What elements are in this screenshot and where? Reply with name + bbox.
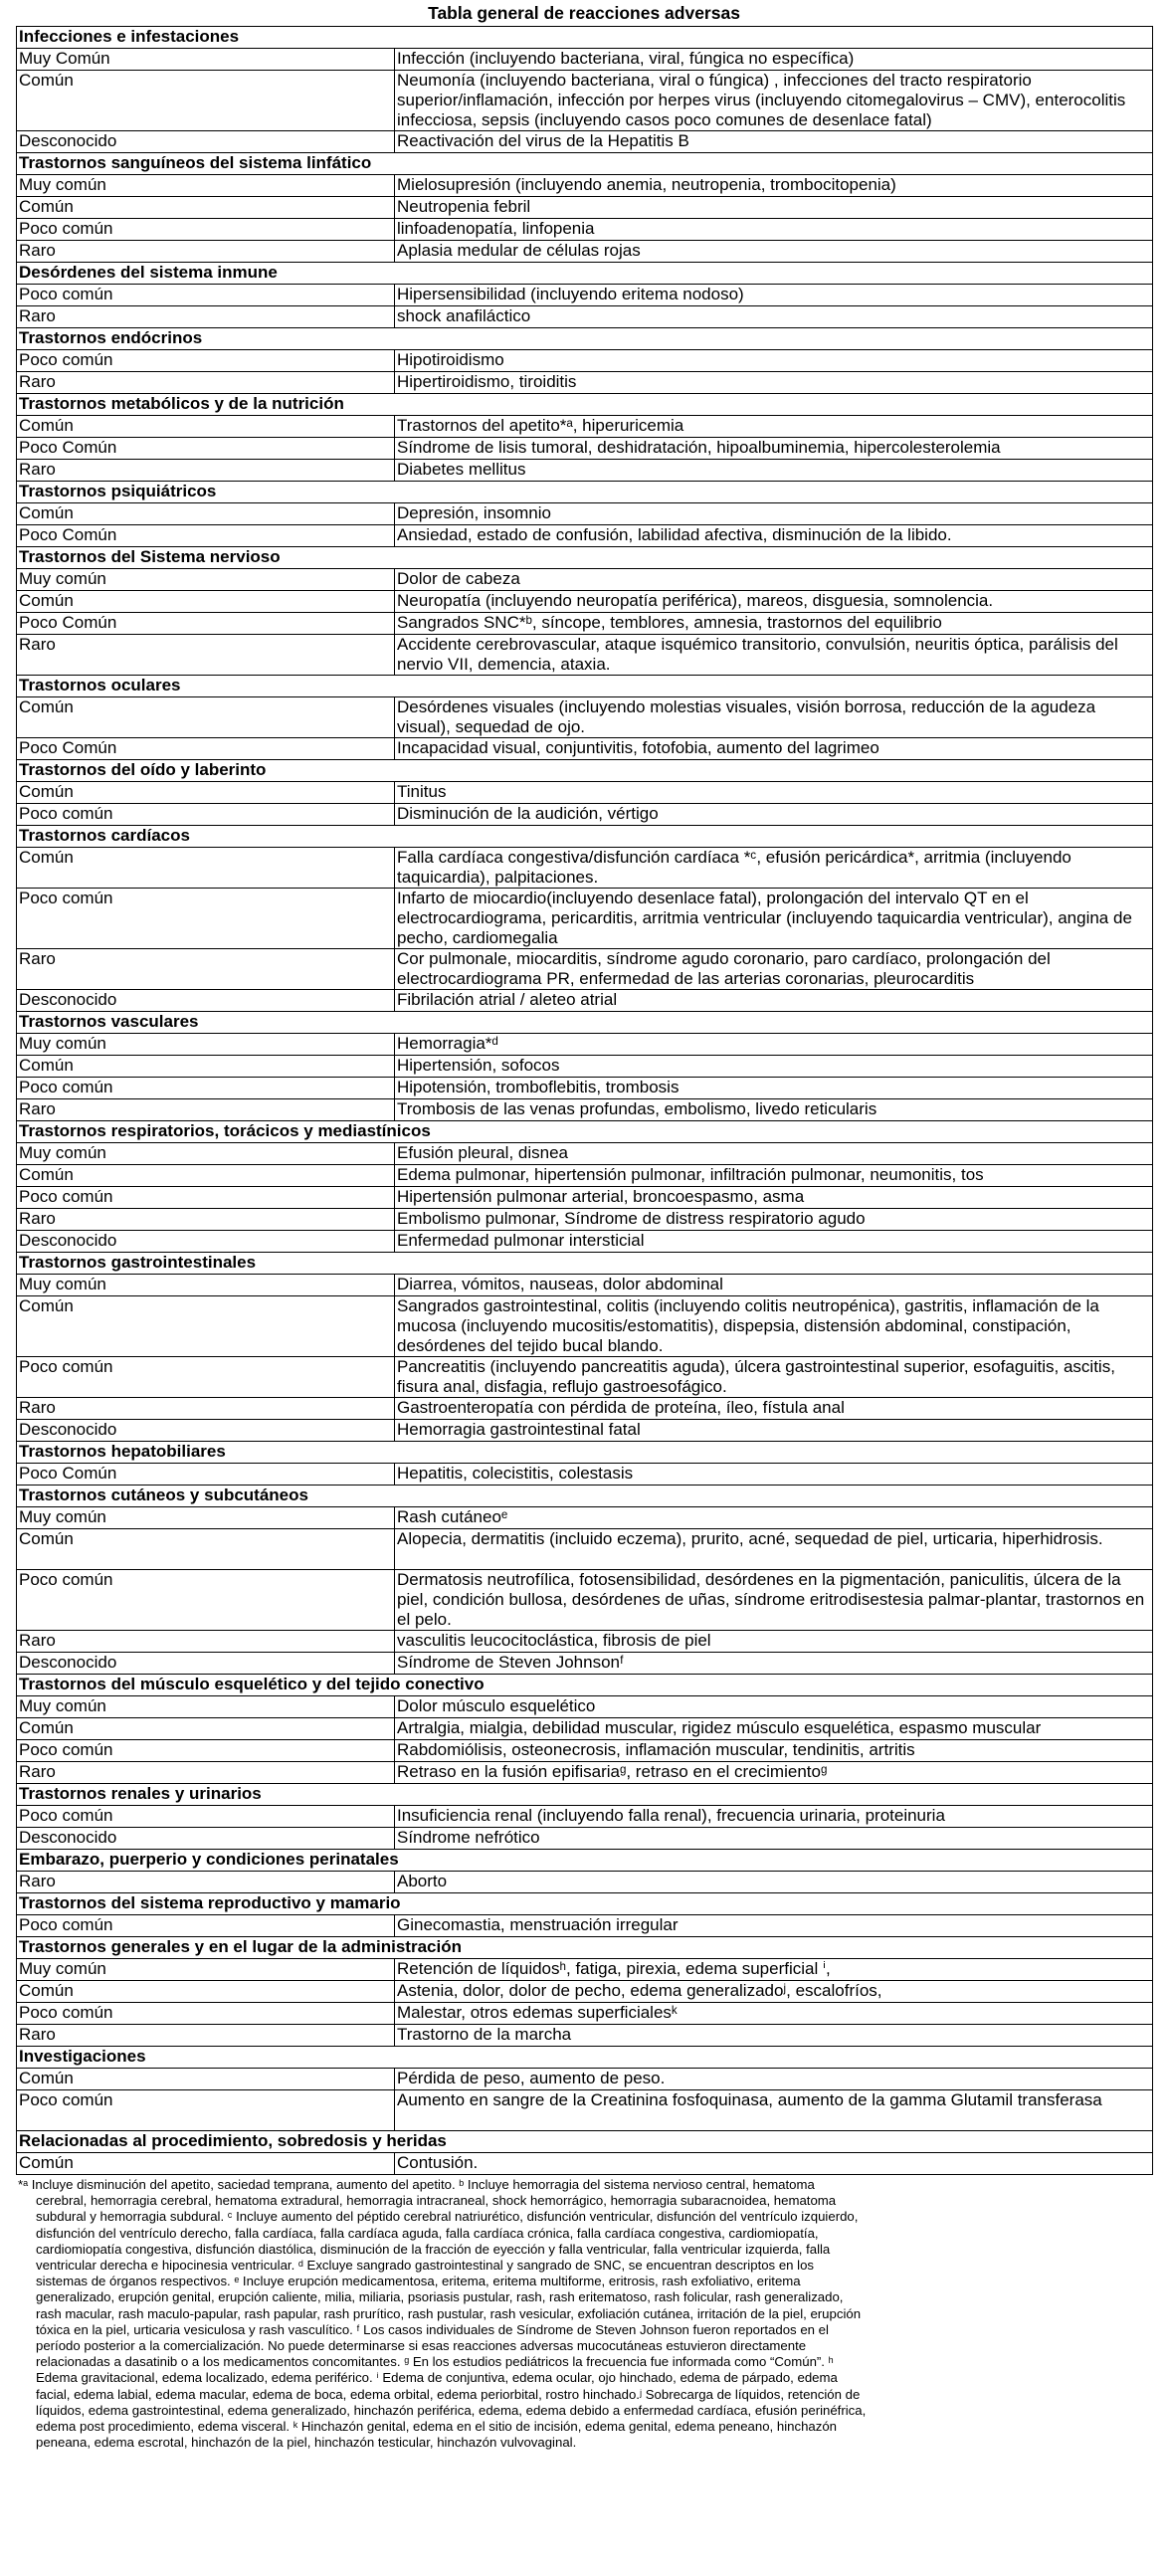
frequency-cell: Poco común [17, 1187, 395, 1209]
table-row [17, 1056, 1153, 1078]
section-header-row [17, 394, 1153, 416]
reaction-cell: Artralgia, mialgia, debilidad muscular, rigidez músculo esquelética, espasmo muscular [395, 1718, 1153, 1740]
frequency-cell: Muy común [17, 1507, 395, 1529]
table-row [17, 1570, 1153, 1631]
table-row [17, 569, 1153, 591]
table-row [17, 1231, 1153, 1253]
reaction-cell: Hipertensión pulmonar arterial, broncoespasmo, asma [395, 1187, 1153, 1209]
reaction-cell: Diarrea, vómitos, nauseas, dolor abdominal [395, 1275, 1153, 1296]
reaction-cell: Hipertensión, sofocos [395, 1056, 1153, 1078]
table-row [17, 635, 1153, 676]
frequency-cell: Raro [17, 241, 395, 263]
frequency-cell: Poco común [17, 2090, 395, 2131]
reaction-cell: Edema pulmonar, hipertensión pulmonar, infiltración pulmonar, neumonitis, tos [395, 1165, 1153, 1187]
section-title: Trastornos gastrointestinales [17, 1253, 1153, 1275]
section-title: Trastornos respiratorios, torácicos y mediastínicos [17, 1121, 1153, 1143]
table-row [17, 1165, 1153, 1187]
frequency-cell: Poco Común [17, 525, 395, 547]
frequency-cell: Poco común [17, 889, 395, 949]
reaction-cell: Hemorragia gastrointestinal fatal [395, 1420, 1153, 1442]
reaction-cell: Trastornos del apetito*ᵃ, hiperuricemia [395, 416, 1153, 438]
section-header-row [17, 2131, 1153, 2153]
table-row [17, 1529, 1153, 1570]
reaction-cell: Alopecia, dermatitis (incluido eczema), prurito, acné, sequedad de piel, urticaria, hiperhidrosis. [395, 1529, 1153, 1570]
reaction-cell: Embolismo pulmonar, Síndrome de distress respiratorio agudo [395, 1209, 1153, 1231]
table-row [17, 131, 1153, 153]
table-row [17, 1653, 1153, 1675]
footnote-line: cardiomiopatía congestiva, disfunción diastólica, disminución de la fracción de eyección y falla ventricular, falla ventricular izquierda, falla [36, 2241, 831, 2257]
frequency-cell: Desconocido [17, 1231, 395, 1253]
reaction-cell: Aplasia medular de células rojas [395, 241, 1153, 263]
reaction-cell: Retraso en la fusión epifisariaᵍ, retraso en el crecimientoᵍ [395, 1762, 1153, 1784]
frequency-cell: Poco Común [17, 613, 395, 635]
frequency-cell: Poco Común [17, 1464, 395, 1486]
table-row [17, 1034, 1153, 1056]
document [16, 0, 1152, 2451]
footnote-line: *ᵃ Incluye disminución del apetito, saciedad temprana, aumento del apetito. ᵇ Incluye hemorragia del sistema nervioso central, hematoma [18, 2177, 815, 2192]
frequency-cell: Raro [17, 460, 395, 482]
frequency-cell: Raro [17, 949, 395, 990]
section-title: Trastornos generales y en el lugar de la administración [17, 1937, 1153, 1959]
table-row [17, 1915, 1153, 1937]
table-row [17, 71, 1153, 131]
frequency-cell: Raro [17, 1762, 395, 1784]
reaction-cell: Aumento en sangre de la Creatinina fosfoquinasa, aumento de la gamma Glutamil transferasa [395, 2090, 1153, 2131]
table-row [17, 1806, 1153, 1828]
reaction-cell: Contusión. [395, 2153, 1153, 2175]
reaction-cell: Reactivación del virus de la Hepatitis B [395, 131, 1153, 153]
table-row [17, 1209, 1153, 1231]
frequency-cell: Común [17, 503, 395, 525]
table-row [17, 1357, 1153, 1398]
table-row [17, 2003, 1153, 2025]
table-row [17, 219, 1153, 241]
table-row [17, 2025, 1153, 2047]
section-header-row [17, 1442, 1153, 1464]
table-row [17, 175, 1153, 197]
table-row [17, 1872, 1153, 1893]
frequency-cell: Raro [17, 306, 395, 328]
section-title: Trastornos vasculares [17, 1012, 1153, 1034]
table-row [17, 1762, 1153, 1784]
reaction-cell: Dolor músculo esquelético [395, 1696, 1153, 1718]
section-header-row [17, 1012, 1153, 1034]
frequency-cell: Muy común [17, 569, 395, 591]
reaction-cell: Efusión pleural, disnea [395, 1143, 1153, 1165]
table-title: Tabla general de reacciones adversas [428, 3, 740, 23]
table-row [17, 591, 1153, 613]
frequency-cell: Muy común [17, 1696, 395, 1718]
table-row [17, 503, 1153, 525]
footnote-line: edema post procedimiento, edema visceral. ᵏ Hinchazón genital, edema en el sitio de incisión, edema genital, edema peneano, hinchazón [36, 2419, 838, 2435]
section-header-row [17, 1937, 1153, 1959]
section-title: Trastornos del músculo esquelético y del tejido conectivo [17, 1675, 1153, 1696]
table-row [17, 613, 1153, 635]
frequency-cell: Muy común [17, 1275, 395, 1296]
reaction-cell: Aborto [395, 1872, 1153, 1893]
frequency-cell: Común [17, 1981, 395, 2003]
frequency-cell: Común [17, 591, 395, 613]
frequency-cell: Raro [17, 1099, 395, 1121]
section-header-row [17, 1784, 1153, 1806]
section-title: Trastornos psiquiátricos [17, 482, 1153, 503]
table-row [17, 2153, 1153, 2175]
table-row [17, 1959, 1153, 1981]
table-row [17, 1099, 1153, 1121]
section-header-row [17, 826, 1153, 848]
footnote-line: ventricular derecha e hipocinesia ventricular. ᵈ Excluye sangrado gastrointestinal y sangrado de SNC, se encuentran descriptos en los [36, 2258, 815, 2274]
table-row [17, 1420, 1153, 1442]
frequency-cell: Común [17, 1718, 395, 1740]
section-header-row [17, 1850, 1153, 1872]
section-header-row [17, 27, 1153, 49]
footnote-line: rash macular, rash maculo-papular, rash papular, rash prurítico, rash pustular, rash vesicular, exfoliación cutánea, irritación de la piel, erupción [36, 2305, 862, 2321]
reaction-cell: Enfermedad pulmonar intersticial [395, 1231, 1153, 1253]
section-title: Relacionadas al procedimiento, sobredosis y heridas [17, 2131, 1153, 2153]
table-row [17, 738, 1153, 760]
frequency-cell: Común [17, 1165, 395, 1187]
section-header-row [17, 328, 1153, 350]
frequency-cell: Poco común [17, 285, 395, 306]
adverse-reactions-table [16, 26, 1153, 2175]
table-row [17, 1275, 1153, 1296]
frequency-cell: Raro [17, 1209, 395, 1231]
reaction-cell: Desórdenes visuales (incluyendo molestias visuales, visión borrosa, reducción de la agudeza visual), sequedad de ojo. [395, 697, 1153, 738]
frequency-cell: Común [17, 197, 395, 219]
section-title: Trastornos endócrinos [17, 328, 1153, 350]
table-row [17, 949, 1153, 990]
table-row [17, 416, 1153, 438]
section-header-row [17, 1893, 1153, 1915]
footnote-line: líquidos, edema gastrointestinal, edema generalizado, hinchazón periférica, edema, edema debido a enfermedad cardíaca, efusión perinéfrica, [36, 2402, 867, 2418]
section-title: Desórdenes del sistema inmune [17, 263, 1153, 285]
footnote-line: tóxica en la piel, urticaria vesiculosa y rash vasculítico. ᶠ Los casos individuales de Síndrome de Steven Johnson fueron reportados en el [36, 2321, 829, 2337]
section-title: Trastornos renales y urinarios [17, 1784, 1153, 1806]
reaction-cell: Neumonía (incluyendo bacteriana, viral o fúngica) , infecciones del tracto respiratorio superior/inflamación, infección por herpes virus (incluyendo citomegalovirus – CMV), enterocolitis infecciosa, sepsis (incluyendo casos poco comunes de desenlace fatal) [395, 71, 1153, 131]
frequency-cell: Común [17, 2069, 395, 2090]
table-row [17, 1696, 1153, 1718]
frequency-cell: Raro [17, 1872, 395, 1893]
section-title: Trastornos cardíacos [17, 826, 1153, 848]
reaction-cell: Trombosis de las venas profundas, embolismo, livedo reticularis [395, 1099, 1153, 1121]
reaction-cell: Ansiedad, estado de confusión, labilidad afectiva, disminución de la libido. [395, 525, 1153, 547]
section-header-row [17, 482, 1153, 503]
frequency-cell: Común [17, 782, 395, 804]
table-row [17, 1296, 1153, 1357]
frequency-cell: Común [17, 2153, 395, 2175]
frequency-cell: Común [17, 1296, 395, 1357]
reaction-cell: Pérdida de peso, aumento de peso. [395, 2069, 1153, 2090]
frequency-cell: Poco común [17, 350, 395, 372]
section-title: Trastornos del Sistema nervioso [17, 547, 1153, 569]
reaction-cell: Diabetes mellitus [395, 460, 1153, 482]
reaction-cell: Neuropatía (incluyendo neuropatía periférica), mareos, disguesia, somnolencia. [395, 591, 1153, 613]
reaction-cell: Hipotensión, tromboflebitis, trombosis [395, 1078, 1153, 1099]
frequency-cell: Raro [17, 372, 395, 394]
reaction-cell: Hipotiroidismo [395, 350, 1153, 372]
frequency-cell: Muy común [17, 1143, 395, 1165]
section-title: Trastornos cutáneos y subcutáneos [17, 1486, 1153, 1507]
frequency-cell: Poco Común [17, 738, 395, 760]
section-title: Trastornos metabólicos y de la nutrición [17, 394, 1153, 416]
reaction-cell: Rash cutáneoᵉ [395, 1507, 1153, 1529]
footnote-line: peneana, edema escrotal, hinchazón de la piel, hinchazón testicular, hinchazón vulvovaginal. [36, 2435, 577, 2451]
reaction-cell: Dolor de cabeza [395, 569, 1153, 591]
section-header-row [17, 2047, 1153, 2069]
table-body [17, 27, 1153, 2175]
frequency-cell: Poco común [17, 2003, 395, 2025]
frequency-cell: Desconocido [17, 990, 395, 1012]
frequency-cell: Poco común [17, 1078, 395, 1099]
table-row [17, 1398, 1153, 1420]
table-row [17, 889, 1153, 949]
frequency-cell: Desconocido [17, 1653, 395, 1675]
table-row [17, 372, 1153, 394]
table-row [17, 197, 1153, 219]
table-row [17, 804, 1153, 826]
reaction-cell: Astenia, dolor, dolor de pecho, edema generalizadoʲ, escalofríos, [395, 1981, 1153, 2003]
table-row [17, 990, 1153, 1012]
section-title: Trastornos sanguíneos del sistema linfático [17, 153, 1153, 175]
reaction-cell: Pancreatitis (incluyendo pancreatitis aguda), úlcera gastrointestinal superior, esofaguitis, ascitis, fisura anal, disfagia, reflujo gastroesofágico. [395, 1357, 1153, 1398]
reaction-cell: Sangrados SNC*ᵇ, síncope, temblores, amnesia, trastornos del equilibrio [395, 613, 1153, 635]
reaction-cell: Síndrome de Steven Johnsonᶠ [395, 1653, 1153, 1675]
frequency-cell: Común [17, 1529, 395, 1570]
table-row [17, 49, 1153, 71]
footnote-line: cerebral, hemorragia cerebral, hematoma extradural, hemorragia intracraneal, shock hemorrágico, hemorragia subaracnoidea, hematoma [36, 2193, 837, 2209]
footnotes [16, 2177, 1142, 2451]
frequency-cell: Raro [17, 1398, 395, 1420]
frequency-cell: Común [17, 71, 395, 131]
frequency-cell: Poco común [17, 804, 395, 826]
section-header-row [17, 263, 1153, 285]
table-row [17, 697, 1153, 738]
table-row [17, 241, 1153, 263]
table-row [17, 350, 1153, 372]
reaction-cell: vasculitis leucocitoclástica, fibrosis de piel [395, 1631, 1153, 1653]
reaction-cell: Disminución de la audición, vértigo [395, 804, 1153, 826]
table-row [17, 782, 1153, 804]
section-header-row [17, 1675, 1153, 1696]
reaction-cell: Mielosupresión (incluyendo anemia, neutropenia, trombocitopenia) [395, 175, 1153, 197]
frequency-cell: Muy común [17, 1034, 395, 1056]
reaction-cell: Gastroenteropatía con pérdida de proteína, íleo, fístula anal [395, 1398, 1153, 1420]
frequency-cell: Común [17, 697, 395, 738]
section-header-row [17, 1121, 1153, 1143]
table-row [17, 460, 1153, 482]
footnote-line: Edema gravitacional, edema localizado, edema periférico. ⁱ Edema de conjuntiva, edema ocular, ojo hinchado, edema de párpado, edema [36, 2370, 838, 2386]
frequency-cell: Raro [17, 2025, 395, 2047]
table-row [17, 285, 1153, 306]
table-row [17, 1631, 1153, 1653]
reaction-cell: Fibrilación atrial / aleteo atrial [395, 990, 1153, 1012]
table-row [17, 1507, 1153, 1529]
frequency-cell: Poco común [17, 1806, 395, 1828]
reaction-cell: shock anafiláctico [395, 306, 1153, 328]
table-row [17, 1078, 1153, 1099]
section-title: Trastornos del oído y laberinto [17, 760, 1153, 782]
section-title: Trastornos del sistema reproductivo y mamario [17, 1893, 1153, 1915]
reaction-cell: Dermatosis neutrofílica, fotosensibilidad, desórdenes en la pigmentación, paniculitis, úlcera de la piel, condición bullosa, desórdenes de uñas, síndrome eritrodisestesia palmar-plantar, trastornos en el pelo. [395, 1570, 1153, 1631]
reaction-cell: Hepatitis, colecistitis, colestasis [395, 1464, 1153, 1486]
table-row [17, 1464, 1153, 1486]
reaction-cell: Síndrome de lisis tumoral, deshidratación, hipoalbuminemia, hipercolesterolemia [395, 438, 1153, 460]
section-title: Infecciones e infestaciones [17, 27, 1153, 49]
reaction-cell: Infarto de miocardio(incluyendo desenlace fatal), prolongación del intervalo QT en el electrocardiograma, pericarditis, arritmia ventricular (incluyendo taquicardia ventricular), angina de pecho, cardiomegalia [395, 889, 1153, 949]
frequency-cell: Desconocido [17, 1420, 395, 1442]
reaction-cell: Tinitus [395, 782, 1153, 804]
reaction-cell: Insuficiencia renal (incluyendo falla renal), frecuencia urinaria, proteinuria [395, 1806, 1153, 1828]
table-row [17, 1187, 1153, 1209]
frequency-cell: Poco común [17, 219, 395, 241]
footnote-line: disfunción del ventrículo derecho, falla cardíaca, falla cardíaca aguda, falla cardíaca crónica, falla cardíaca congestiva, cardiomiopatía, [36, 2225, 819, 2241]
section-title: Embarazo, puerperio y condiciones perinatales [17, 1850, 1153, 1872]
frequency-cell: Poco común [17, 1740, 395, 1762]
table-row [17, 1828, 1153, 1850]
table-row [17, 2069, 1153, 2090]
footnote-line: generalizado, erupción genital, erupción caliente, milia, miliaria, psoriasis pustular, rash, rash eritematoso, rash folicular, rash generalizado, [36, 2289, 844, 2305]
frequency-cell: Poco común [17, 1570, 395, 1631]
reaction-cell: Retención de líquidosʰ, fatiga, pirexia, edema superficial ⁱ, [395, 1959, 1153, 1981]
table-row [17, 1718, 1153, 1740]
table-row [17, 306, 1153, 328]
reaction-cell: Hipertiroidismo, tiroiditis [395, 372, 1153, 394]
section-header-row [17, 1486, 1153, 1507]
frequency-cell: Común [17, 848, 395, 889]
reaction-cell: Rabdomiólisis, osteonecrosis, inflamación muscular, tendinitis, artritis [395, 1740, 1153, 1762]
table-row [17, 1143, 1153, 1165]
frequency-cell: Raro [17, 635, 395, 676]
section-title: Investigaciones [17, 2047, 1153, 2069]
section-title: Trastornos oculares [17, 676, 1153, 697]
table-row [17, 2090, 1153, 2131]
table-row [17, 438, 1153, 460]
reaction-cell: Sangrados gastrointestinal, colitis (incluyendo colitis neutropénica), gastritis, inflamación de la mucosa (incluyendo mucositis/estomatitis), dispepsia, distensión abdominal, constipación, desórdenes del tejido bucal blando. [395, 1296, 1153, 1357]
reaction-cell: Falla cardíaca congestiva/disfunción cardíaca *ᶜ, efusión pericárdica*, arritmia (incluyendo taquicardia), palpitaciones. [395, 848, 1153, 889]
frequency-cell: Desconocido [17, 131, 395, 153]
reaction-cell: Infección (incluyendo bacteriana, viral, fúngica no específica) [395, 49, 1153, 71]
table-row [17, 525, 1153, 547]
section-title: Trastornos hepatobiliares [17, 1442, 1153, 1464]
footnote-line: sistemas de órganos respectivos. ᵉ Incluye erupción medicamentosa, eritema, eritema multiforme, eritrosis, rash exfoliativo, eritema [36, 2274, 801, 2289]
footnote-line: período posterior a la comercialización. No puede determinarse si esas reacciones adversas mucocutáneas estuvieron directamente [36, 2338, 807, 2354]
table-row [17, 1981, 1153, 2003]
section-header-row [17, 1253, 1153, 1275]
reaction-cell: Hemorragia*ᵈ [395, 1034, 1153, 1056]
reaction-cell: Ginecomastia, menstruación irregular [395, 1915, 1153, 1937]
reaction-cell: Hipersensibilidad (incluyendo eritema nodoso) [395, 285, 1153, 306]
reaction-cell: linfoadenopatía, linfopenia [395, 219, 1153, 241]
reaction-cell: Síndrome nefrótico [395, 1828, 1153, 1850]
table-row [17, 1740, 1153, 1762]
section-header-row [17, 676, 1153, 697]
frequency-cell: Muy común [17, 175, 395, 197]
reaction-cell: Malestar, otros edemas superficialesᵏ [395, 2003, 1153, 2025]
frequency-cell: Muy común [17, 1959, 395, 1981]
frequency-cell: Muy Común [17, 49, 395, 71]
reaction-cell: Neutropenia febril [395, 197, 1153, 219]
frequency-cell: Poco Común [17, 438, 395, 460]
reaction-cell: Trastorno de la marcha [395, 2025, 1153, 2047]
reaction-cell: Incapacidad visual, conjuntivitis, fotofobia, aumento del lagrimeo [395, 738, 1153, 760]
footnote-line: facial, edema labial, edema macular, edema de boca, edema orbital, edema periorbital, rostro hinchado.ʲ Sobrecarga de líquidos, retención de [36, 2386, 861, 2402]
frequency-cell: Común [17, 416, 395, 438]
frequency-cell: Raro [17, 1631, 395, 1653]
reaction-cell: Depresión, insomnio [395, 503, 1153, 525]
table-row [17, 848, 1153, 889]
section-header-row [17, 153, 1153, 175]
section-header-row [17, 547, 1153, 569]
section-header-row [17, 760, 1153, 782]
frequency-cell: Poco común [17, 1915, 395, 1937]
footnote-line: relacionadas a dasatinib o a los medicamentos concomitantes. ᵍ En los estudios pediátricos la frecuencia fue informada como “Común”. ʰ [36, 2354, 834, 2370]
reaction-cell: Cor pulmonale, miocarditis, síndrome agudo coronario, paro cardíaco, prolongación del electrocardiograma PR, enfermedad de las arterias coronarias, pleurocarditis [395, 949, 1153, 990]
frequency-cell: Poco común [17, 1357, 395, 1398]
reaction-cell: Accidente cerebrovascular, ataque isquémico transitorio, convulsión, neuritis óptica, parálisis del nervio VII, demencia, ataxia. [395, 635, 1153, 676]
frequency-cell: Desconocido [17, 1828, 395, 1850]
footnote-line: subdural y hemorragia subdural. ᶜ Incluye aumento del péptido cerebral natriurético, disfunción ventricular, disfunción del ventrículo izquierdo, [36, 2209, 859, 2225]
frequency-cell: Común [17, 1056, 395, 1078]
